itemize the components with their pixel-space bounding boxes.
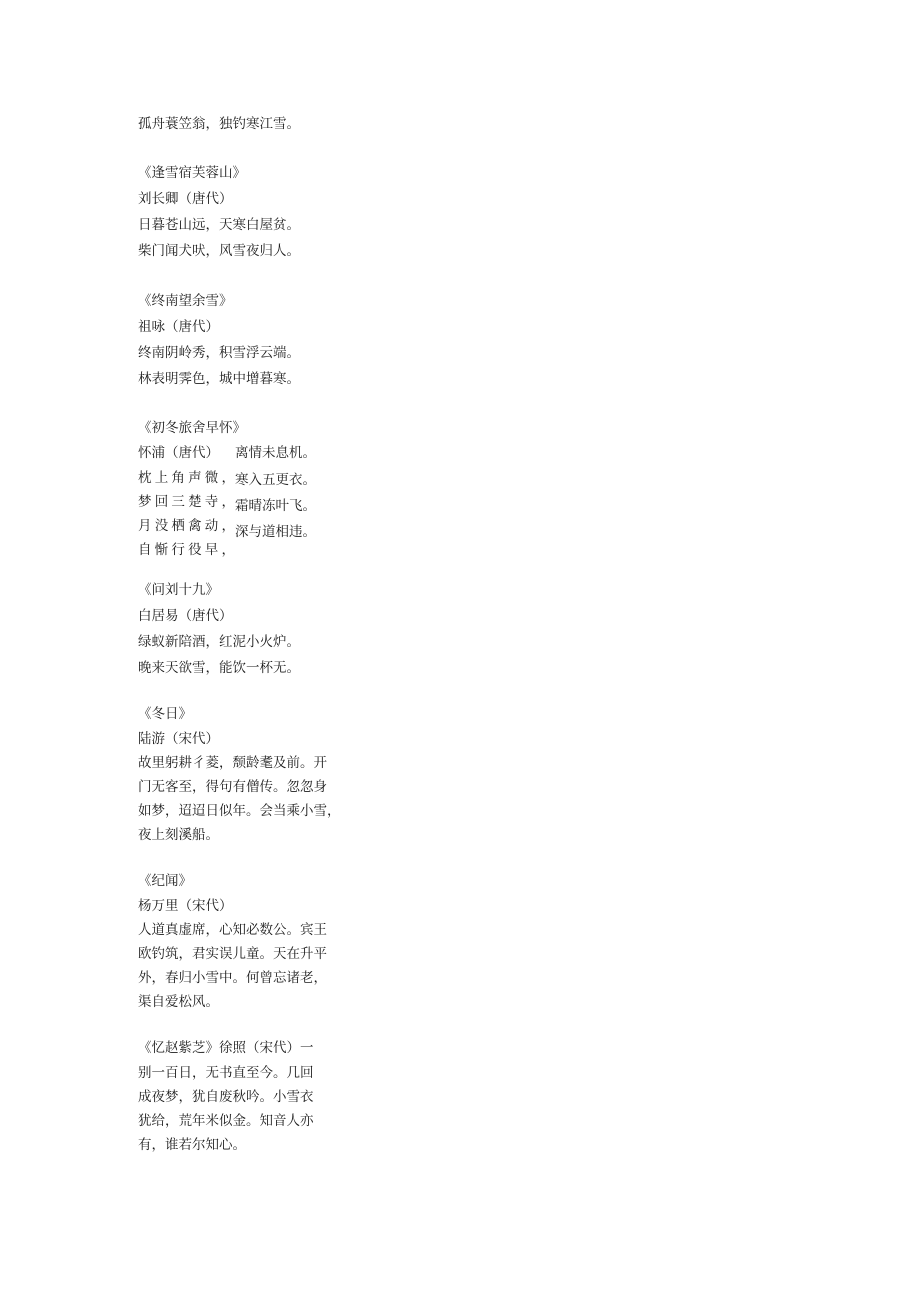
poem-line: 渠自爱松风。	[138, 994, 219, 1010]
poem-title: 《终南望余雪》	[138, 293, 233, 309]
poem-line-left: 自惭行役早，	[138, 542, 239, 558]
poem-line-right: 霜晴冻叶飞。	[235, 498, 316, 514]
poem-line: 晚来天欲雪，能饮一杯无。	[138, 660, 300, 676]
poem-line: 犹给，荒年米似金。知音人亦	[138, 1113, 314, 1129]
poem-author: 祖咏（唐代）	[138, 319, 219, 335]
poem-title: 《初冬旅舍早怀》	[138, 420, 246, 436]
poem-line: 日暮苍山远，天寒白屋贫。	[138, 217, 300, 233]
poem-line-left: 梦回三楚寺，	[138, 494, 239, 510]
poem-line: 人道真虚席，心知必数公。宾王	[138, 922, 327, 938]
poem-line: 夜上刻溪船。	[138, 827, 219, 843]
poem-line: 柴门闻犬吠，风雪夜归人。	[138, 243, 300, 259]
poem-line: 如梦，迢迢日似年。会当乘小雪，	[138, 803, 341, 819]
poem-title: 《冬日》	[138, 706, 192, 722]
poem-line: 绿蚁新陪酒，红泥小火炉。	[138, 634, 300, 650]
poem-author: 陆游（宋代）	[138, 731, 219, 747]
poem-line: 有，谁若尔知心。	[138, 1137, 246, 1153]
poem-title: 《逢雪宿芙蓉山》	[138, 165, 246, 181]
poem-line: 林表明霁色，城中增暮寒。	[138, 371, 300, 387]
poem-line: 成夜梦，犹自废秋吟。小雪衣	[138, 1089, 314, 1105]
poem-title: 《纪闻》	[138, 873, 192, 889]
poem-author: 刘长卿（唐代）	[138, 191, 233, 207]
intro-line: 孤舟蓑笠翁，独钓寒江雪。	[138, 116, 300, 132]
poem-author: 怀浦（唐代）	[138, 445, 219, 461]
poem-line-right: 离情未息机。	[235, 445, 316, 461]
poem-author: 白居易（唐代）	[138, 608, 233, 624]
poem-line: 门无客至，得句有僧传。忽忽身	[138, 779, 327, 795]
poem-line-left: 枕上角声微，	[138, 470, 239, 486]
poem-line: 欧钓筑，君实误儿童。天在升平	[138, 946, 327, 962]
poem-title-author: 《忆赵紫芝》徐照（宋代）一	[138, 1040, 314, 1056]
poem-line-right: 寒入五更衣。	[235, 472, 316, 488]
poem-line: 终南阴岭秀，积雪浮云端。	[138, 345, 300, 361]
poem-line-right: 深与道相违。	[235, 524, 316, 540]
poem-line: 别一百日，无书直至今。几回	[138, 1065, 314, 1081]
poem-title: 《问刘十九》	[138, 582, 219, 598]
poem-line-left: 月没栖禽动，	[138, 518, 239, 534]
poem-line: 故里躬耕彳菱，颓龄耄及前。开	[138, 755, 327, 771]
poem-line: 外，春归小雪中。何曾忘诸老，	[138, 970, 327, 986]
poem-author: 杨万里（宋代）	[138, 898, 233, 914]
